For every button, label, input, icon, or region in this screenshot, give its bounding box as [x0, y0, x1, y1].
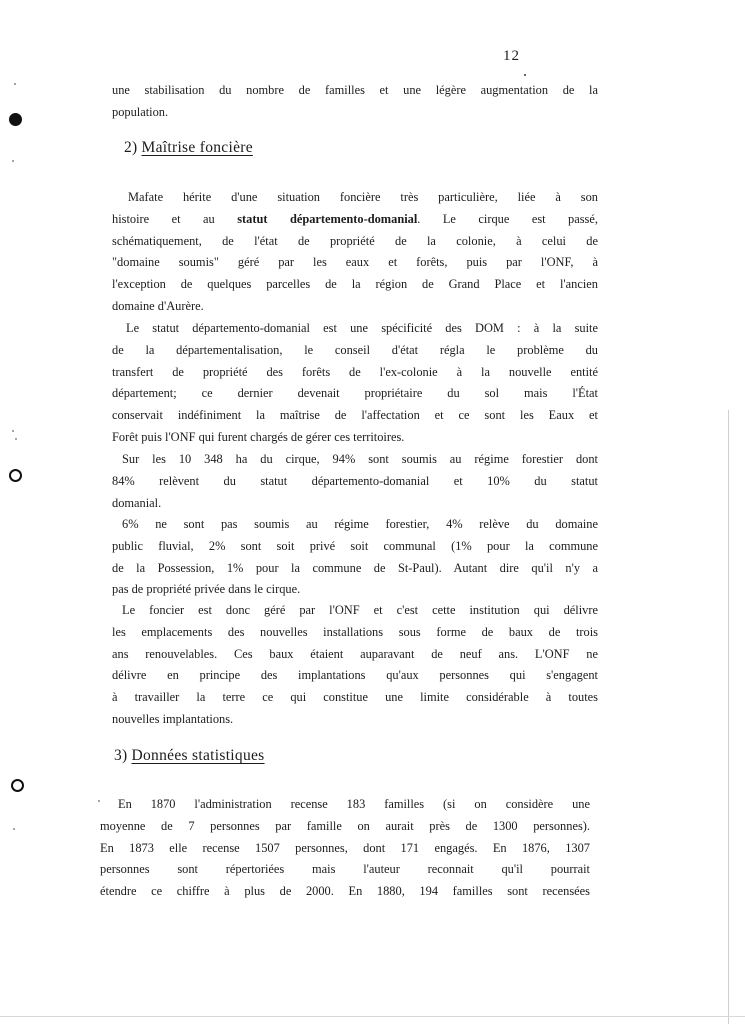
- scan-edge: [728, 410, 729, 1024]
- text-line: Mafate hérite d'une situation foncière très particulière, liée à son: [128, 190, 598, 204]
- section-heading: [124, 139, 253, 157]
- section-title: Données statistiques: [131, 747, 265, 764]
- scan-mark: [524, 74, 526, 76]
- page-number: 12: [503, 48, 520, 64]
- text-line: Le foncier est donc géré par l'ONF et c'est cette institution qui délivre: [122, 603, 598, 617]
- paragraph: [100, 794, 590, 903]
- paragraph: [112, 600, 598, 731]
- text-line: histoire et au statut départemento-domanial. Le cirque est passé,: [112, 211, 598, 226]
- text-line: domaine d'Aurère.: [112, 298, 204, 313]
- paragraph: [112, 514, 598, 601]
- punch-hole: [9, 469, 22, 482]
- scan-speck: [13, 828, 15, 830]
- text-line: de la Possession, 1% pour la commune de St-Paul). Autant dire qu'il n'y a: [112, 560, 598, 575]
- text-line: les emplacements des nouvelles installations sous forme de baux de trois: [112, 624, 598, 639]
- text-line: pas de propriété privée dans le cirque.: [112, 582, 301, 597]
- paragraph: [112, 187, 598, 318]
- text-line: population.: [112, 104, 169, 119]
- text-line: En 1870 l'administration recense 183 familles (si on considère une: [118, 797, 590, 811]
- text-line: transfert de propriété des forêts de l'ex-colonie à la nouvelle entité: [112, 364, 598, 379]
- text-line: une stabilisation du nombre de familles et une légère augmentation de la: [112, 83, 598, 97]
- punch-hole: [9, 113, 22, 126]
- text-line: département; ce dernier devenait propriétaire du sol mais l'État: [112, 386, 598, 401]
- text-line: En 1873 elle recense 1507 personnes, dont 171 engagés. En 1876, 1307: [100, 840, 590, 855]
- text-line: 6% ne sont pas soumis au régime forestier, 4% relève du domaine: [122, 517, 598, 531]
- text-line: ans renouvelables. Ces baux étaient auparavant de neuf ans. L'ONF ne: [112, 646, 598, 661]
- text-line: conservait indéfiniment la maîtrise de l'affectation et ce sont les Eaux et: [112, 408, 598, 423]
- paragraph: [112, 449, 598, 514]
- emphasized-term: statut départemento-domanial: [237, 211, 418, 226]
- text-line: personnes sont répertoriées mais l'auteur reconnait qu'il pourrait: [100, 862, 590, 877]
- scan-speck: [12, 160, 14, 162]
- scan-edge: [0, 1016, 745, 1017]
- text-line: Sur les 10 348 ha du cirque, 94% sont soumis au régime forestier dont: [122, 452, 598, 466]
- section-title: Maîtrise foncière: [141, 139, 253, 156]
- text-line: l'exception de quelques parcelles de la région de Grand Place et l'ancien: [112, 277, 598, 292]
- section-number: 3): [114, 747, 128, 764]
- text-line: "domaine soumis" géré par les eaux et forêts, puis par l'ONF, à: [112, 255, 598, 270]
- text-line: schématiquement, de l'état de propriété de la colonie, à celui de: [112, 233, 598, 248]
- text-line: public fluvial, 2% sont soit privé soit communal (1% pour la commune: [112, 538, 598, 553]
- text-line: 84% relèvent du statut départemento-domanial et 10% du statut: [112, 473, 598, 488]
- intro-paragraph: [112, 80, 598, 124]
- text-line: domanial.: [112, 495, 162, 510]
- section-heading: [114, 747, 265, 765]
- text-line: à travailler la terre ce qui constitue une limite considérable à toutes: [112, 690, 598, 705]
- text-line: nouvelles implantations.: [112, 711, 234, 726]
- text-line: moyenne de 7 personnes par famille on aurait près de 1300 personnes).: [100, 818, 590, 833]
- section-number: 2): [124, 139, 138, 156]
- text-line: étendre ce chiffre à plus de 2000. En 1880, 194 familles sont recensées: [100, 884, 590, 899]
- text-line: de la départementalisation, le conseil d'état régla le problème du: [112, 342, 598, 357]
- text-line: Forêt puis l'ONF qui furent chargés de gérer ces territoires.: [112, 429, 405, 444]
- scan-speck: [12, 430, 14, 432]
- text-line: Le statut départemento-domanial est une spécificité des DOM : à la suite: [126, 321, 598, 335]
- punch-hole: [11, 779, 24, 792]
- scan-speck: [14, 83, 16, 85]
- scan-speck: [15, 438, 17, 440]
- text-line: délivre en principe des implantations qu'aux personnes qui s'engagent: [112, 668, 598, 683]
- paragraph: [112, 318, 598, 449]
